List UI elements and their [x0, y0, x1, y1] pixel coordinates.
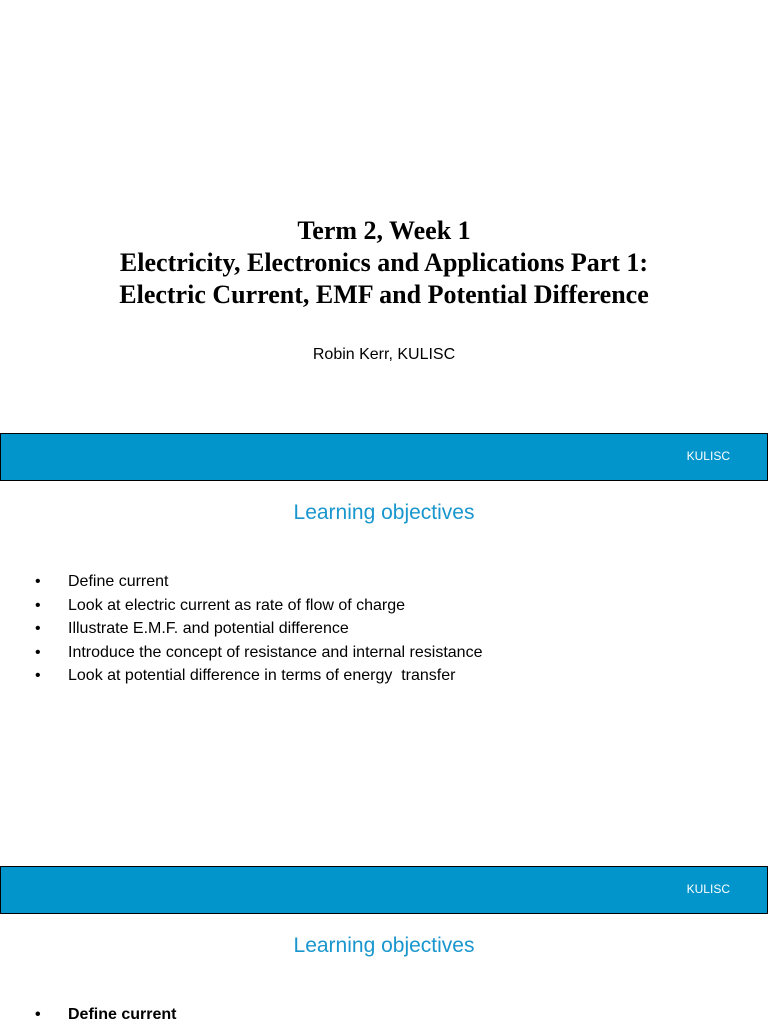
- list-item-text: Illustrate E.M.F. and potential difference: [68, 620, 349, 637]
- objectives-list: [35, 1003, 176, 1024]
- list-item-text: Introduce the concept of resistance and internal resistance: [68, 643, 483, 661]
- bullet-icon: •: [35, 643, 41, 661]
- objectives-slide-next: [0, 866, 768, 1024]
- list-item: [35, 1003, 176, 1024]
- title-slide: [0, 0, 768, 433]
- bullet-icon: •: [35, 1006, 41, 1023]
- title-line-topic: Electricity, Electronics and Applications Part 1:: [119, 248, 649, 277]
- header-tag: KULISC: [686, 882, 730, 896]
- slide-title: [0, 215, 768, 311]
- slide-header-bar: [0, 433, 768, 481]
- objectives-slide: [0, 433, 768, 866]
- bullet-icon: •: [35, 620, 41, 637]
- slide-header-bar: [0, 866, 768, 914]
- objectives-list: [35, 570, 482, 688]
- slide-heading: Learning objectives: [293, 934, 475, 957]
- list-item-text: Look at electric current as rate of flow of charge: [68, 596, 406, 614]
- list-item: [35, 617, 482, 641]
- list-item-text: Define current: [68, 1006, 177, 1023]
- list-item-text: Look at potential difference in terms of energy transfer: [68, 667, 456, 684]
- bullet-icon: •: [35, 596, 41, 614]
- slide-heading: Learning objectives: [293, 501, 475, 524]
- header-tag: KULISC: [686, 449, 730, 463]
- list-item-text: Define current: [68, 573, 169, 590]
- author-subtitle: Robin Kerr, KULISC: [312, 346, 456, 363]
- title-line-term: Term 2, Week 1: [297, 216, 471, 245]
- bullet-icon: •: [35, 667, 41, 684]
- title-line-subtopic: Electric Current, EMF and Potential Difference: [119, 280, 649, 309]
- list-item: [35, 664, 482, 688]
- list-item: [35, 594, 482, 618]
- list-item: [35, 641, 482, 665]
- list-item: [35, 570, 482, 594]
- bullet-icon: •: [35, 573, 41, 590]
